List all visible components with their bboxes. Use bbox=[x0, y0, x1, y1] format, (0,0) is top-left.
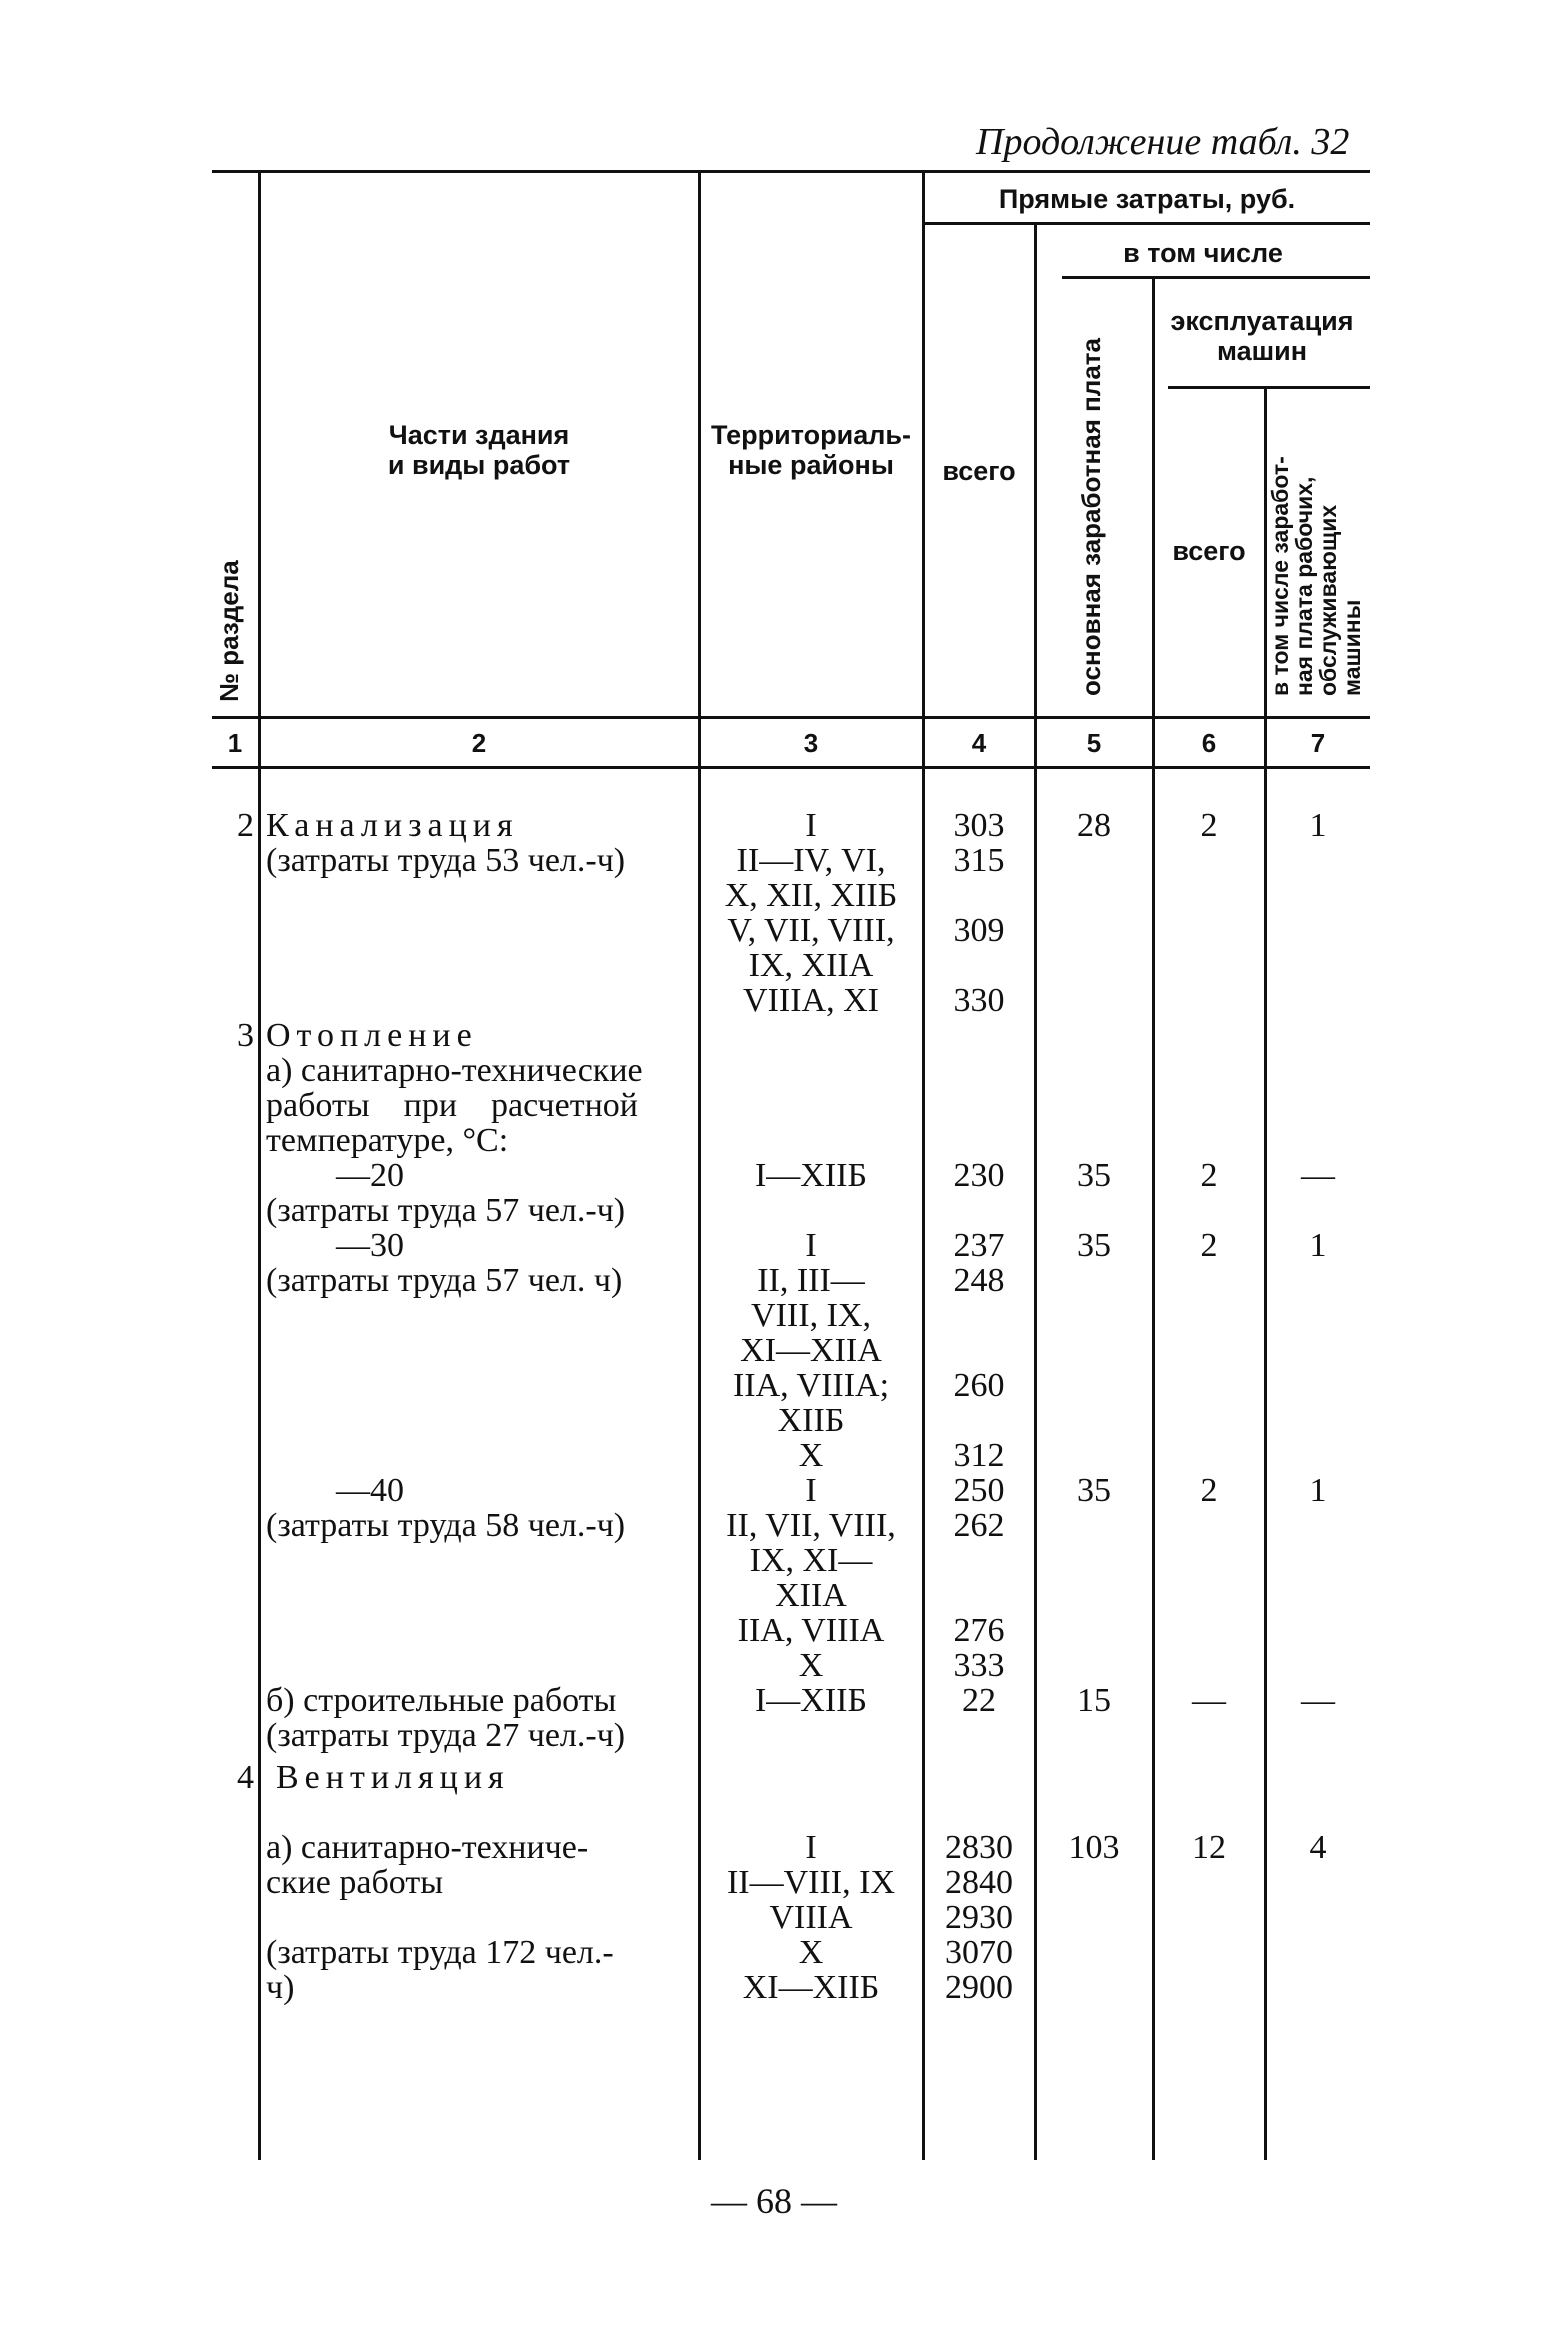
header-including: в том числе bbox=[1123, 238, 1283, 268]
total-line: 3070 bbox=[945, 1934, 1013, 1971]
section-4-labor-line2: ч) bbox=[266, 1969, 295, 2006]
temp-minus-30: —30 bbox=[336, 1227, 404, 1264]
t40-total-3: 276 bbox=[953, 1612, 1005, 1649]
section-4a-line1: а) санитарно-техниче- bbox=[266, 1829, 589, 1866]
header-machines-wage-line4: машины bbox=[1339, 599, 1365, 696]
t30-regions bbox=[700, 1228, 922, 1473]
colnum-3: 3 bbox=[803, 728, 819, 758]
header-machines-wage-line3: обслуживающих bbox=[1315, 504, 1341, 696]
t40-mach: 2 bbox=[1200, 1472, 1218, 1509]
header-machines-line1: эксплуатация bbox=[1170, 306, 1354, 336]
region-line: VIIIA, XI bbox=[743, 982, 879, 1019]
region-line: X, XII, XIIБ bbox=[724, 877, 898, 914]
temp-minus-40-labor: (затраты труда 58 чел.-ч) bbox=[266, 1507, 626, 1544]
s3b-wage: 15 bbox=[1077, 1682, 1111, 1719]
section-3b-line1: б) строительные работы bbox=[266, 1682, 617, 1719]
header-regions bbox=[700, 420, 922, 480]
header-total: всего bbox=[942, 456, 1016, 486]
t30-total-3: 260 bbox=[953, 1367, 1005, 1404]
section-2-title: Канализация bbox=[266, 807, 519, 844]
direct-rule bbox=[922, 222, 1370, 225]
section-2-num: 2 bbox=[237, 807, 254, 844]
s2-mach: 2 bbox=[1200, 807, 1218, 844]
header-parts-line2: и виды работ bbox=[387, 450, 571, 480]
t20-total: 230 bbox=[953, 1157, 1005, 1194]
s4-wage: 103 bbox=[1068, 1829, 1120, 1866]
colnum-2: 2 bbox=[471, 728, 487, 758]
section-4-labor-line1: (затраты труда 172 чел.- bbox=[266, 1934, 614, 1971]
t30-total-1: 237 bbox=[953, 1227, 1005, 1264]
region-line: I bbox=[805, 1829, 817, 1866]
s2-total-3: 309 bbox=[953, 912, 1005, 949]
region-line: XI—XIIA bbox=[740, 1332, 882, 1369]
temp-minus-20-labor: (затраты труда 57 чел.-ч) bbox=[266, 1192, 626, 1229]
total-line: 2930 bbox=[945, 1899, 1013, 1936]
header-regions-line2: ные районы bbox=[728, 450, 894, 480]
section-3-num: 3 bbox=[237, 1017, 254, 1054]
header-machines-wage bbox=[1268, 456, 1364, 696]
s4-mach: 12 bbox=[1192, 1829, 1226, 1866]
t30-wage: 35 bbox=[1077, 1227, 1111, 1264]
t20-mach: 2 bbox=[1200, 1157, 1218, 1194]
s3b-total: 22 bbox=[962, 1682, 996, 1719]
section-2-labor: (затраты труда 53 чел.-ч) bbox=[266, 842, 626, 879]
section-4-num: 4 bbox=[237, 1759, 254, 1796]
section-2-regions bbox=[700, 808, 922, 1018]
header-machines-wage-line2: ная плата рабочих, bbox=[1291, 476, 1317, 696]
t40-total-1: 250 bbox=[953, 1472, 1005, 1509]
colnum-6: 6 bbox=[1201, 728, 1217, 758]
machines-rule bbox=[1168, 386, 1370, 389]
region-line: IIA, VIIIA; bbox=[732, 1367, 890, 1404]
total-line: 2830 bbox=[945, 1829, 1013, 1866]
t20-mach-wage: — bbox=[1301, 1157, 1335, 1194]
section-3a-line1: а) санитарно-технические bbox=[266, 1052, 643, 1089]
header-machines-line2: машин bbox=[1216, 336, 1308, 366]
region-line: II—IV, VI, bbox=[736, 842, 886, 879]
header-parts bbox=[262, 420, 696, 480]
s2-total-4: 330 bbox=[953, 982, 1005, 1019]
t40-regions bbox=[700, 1473, 922, 1683]
region-line: II, VII, VIII, bbox=[726, 1507, 896, 1544]
s3b-mach: — bbox=[1192, 1682, 1226, 1719]
region-line: II—VIII, IX bbox=[726, 1864, 896, 1901]
header-base-wage: основная заработная плата bbox=[1076, 338, 1106, 696]
t20-region: I—XIIБ bbox=[754, 1157, 868, 1194]
section-3b-line2: (затраты труда 27 чел.-ч) bbox=[266, 1717, 626, 1754]
temp-minus-30-labor: (затраты труда 57 чел. ч) bbox=[266, 1262, 623, 1299]
header-machines-wage-line1: в том числе заработ- bbox=[1267, 456, 1293, 696]
t30-mach: 2 bbox=[1200, 1227, 1218, 1264]
header-direct-costs: Прямые затраты, руб. bbox=[998, 184, 1296, 214]
s2-total-2: 315 bbox=[953, 842, 1005, 879]
s2-wage: 28 bbox=[1077, 807, 1111, 844]
region-line: II, III— bbox=[757, 1262, 865, 1299]
region-line: XIIБ bbox=[777, 1402, 845, 1439]
region-line: X bbox=[798, 1437, 824, 1474]
s3b-region: I—XIIБ bbox=[754, 1682, 868, 1719]
t30-total-2: 248 bbox=[953, 1262, 1005, 1299]
top-rule bbox=[212, 170, 1370, 173]
total-line: 2900 bbox=[945, 1969, 1013, 2006]
total-line: 2840 bbox=[945, 1864, 1013, 1901]
region-line: X bbox=[798, 1934, 824, 1971]
including-rule bbox=[1062, 276, 1370, 279]
region-line: V, VII, VIII, bbox=[727, 912, 895, 949]
s2-mach-wage: 1 bbox=[1309, 807, 1327, 844]
section-4-title: Вентиляция bbox=[276, 1759, 510, 1796]
region-line: XIIA bbox=[775, 1577, 847, 1614]
section-3a-line2: работы при расчетной bbox=[266, 1087, 638, 1124]
region-line: I bbox=[805, 1472, 817, 1509]
s4-totals bbox=[924, 1830, 1034, 2005]
header-bottom-rule bbox=[212, 716, 1370, 719]
table-caption: Продолжение табл. 32 bbox=[976, 121, 1350, 163]
colnum-5: 5 bbox=[1086, 728, 1102, 758]
header-regions-line1: Территориаль- bbox=[711, 420, 911, 450]
s4-regions bbox=[700, 1830, 922, 2005]
section-3-title: Отопление bbox=[266, 1017, 478, 1054]
colnum-7: 7 bbox=[1310, 728, 1326, 758]
temp-minus-40: —40 bbox=[336, 1472, 404, 1509]
s3b-mach-wage: — bbox=[1301, 1682, 1335, 1719]
region-line: IX, XIIA bbox=[748, 947, 874, 984]
colnum-rule bbox=[212, 766, 1370, 769]
region-line: I bbox=[805, 1227, 817, 1264]
temp-minus-20: —20 bbox=[336, 1157, 404, 1194]
t30-total-4: 312 bbox=[953, 1437, 1005, 1474]
region-line: X bbox=[798, 1647, 824, 1684]
section-4a-line2: ские работы bbox=[266, 1864, 444, 1901]
page-number: — 68 — bbox=[711, 2181, 837, 2221]
header-machines-total: всего bbox=[1172, 536, 1246, 566]
t40-wage: 35 bbox=[1077, 1472, 1111, 1509]
t40-total-2: 262 bbox=[953, 1507, 1005, 1544]
s4-mach-wage: 4 bbox=[1309, 1829, 1327, 1866]
t20-wage: 35 bbox=[1077, 1157, 1111, 1194]
header-num: № раздела bbox=[214, 560, 244, 702]
s2-total-1: 303 bbox=[953, 807, 1005, 844]
col-divider-1 bbox=[258, 170, 261, 2160]
section-3a-line3: температуре, °С: bbox=[266, 1122, 509, 1159]
header-machines bbox=[1154, 306, 1370, 366]
region-line: IIA, VIIIA bbox=[737, 1612, 885, 1649]
t40-mach-wage: 1 bbox=[1309, 1472, 1327, 1509]
region-line: VIII, IX, bbox=[751, 1297, 871, 1334]
region-line: I bbox=[805, 807, 817, 844]
colnum-1: 1 bbox=[227, 728, 243, 758]
t30-mach-wage: 1 bbox=[1309, 1227, 1327, 1264]
region-line: VIIIA bbox=[769, 1899, 853, 1936]
header-parts-line1: Части здания bbox=[388, 420, 570, 450]
t40-total-4: 333 bbox=[953, 1647, 1005, 1684]
region-line: XI—XIIБ bbox=[742, 1969, 880, 2006]
colnum-4: 4 bbox=[971, 728, 987, 758]
region-line: IX, XI— bbox=[749, 1542, 873, 1579]
